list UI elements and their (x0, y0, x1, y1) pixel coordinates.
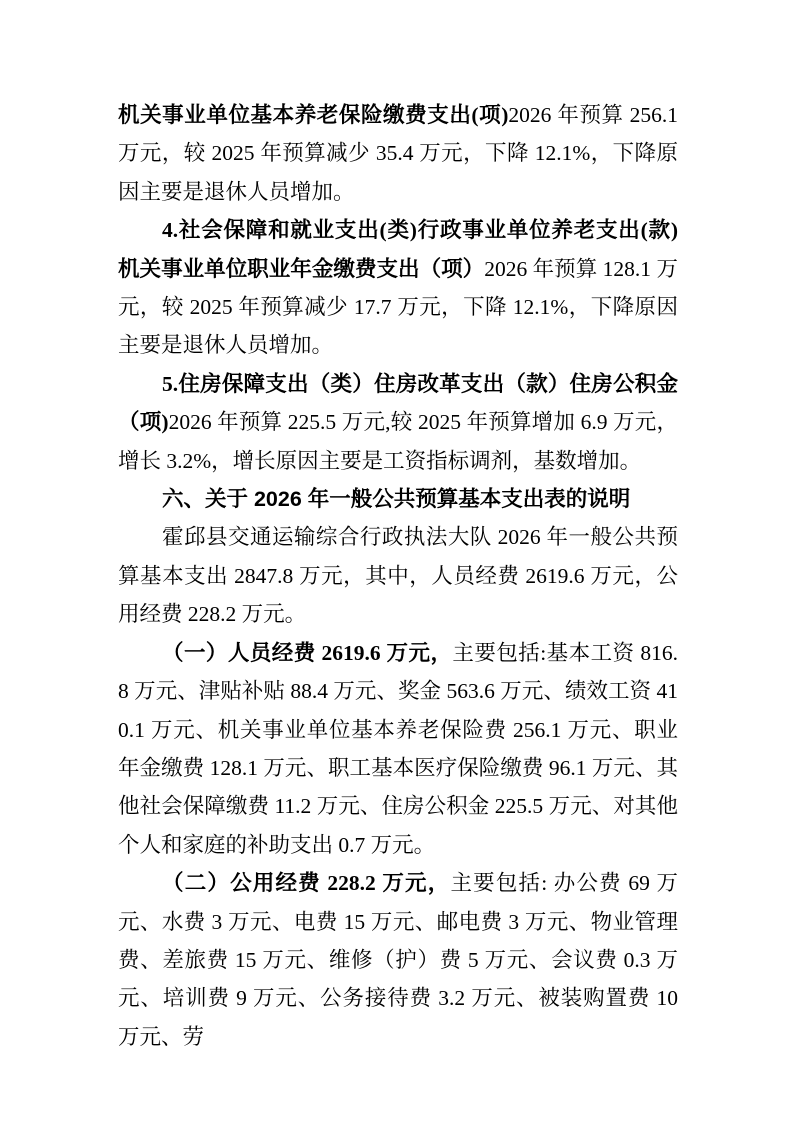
text-segment: 4.社会保障和就业支出(类)行政事业单位养老支出(款)机关事业单位职业年金缴费支出（项） (118, 218, 678, 281)
text-segment: （一）人员经费 2619.6 万元， (162, 640, 453, 665)
text-segment: 六、关于 2026 年一般公共预算基本支出表的说明 (162, 487, 631, 512)
paragraph (118, 211, 678, 365)
paragraph (118, 634, 678, 864)
text-segment: 主要包括: 办公费 69 万元、水费 3 万元、电费 15 万元、邮电费 3 万元、物业管理费、差旅费 15 万元、维修（护）费 5 万元、会议费 0.3 万元、培训费 9 万元、公务接待费 3.2 万元、被装购置费 10 万元、劳 (118, 871, 678, 1049)
text-segment: 2026 年预算 128.1 万元，较 2025 年预算减少 17.7 万元，下降 12.1%，下降原因主要是退休人员增加。 (118, 256, 678, 358)
text-segment: 霍邱县交通运输综合行政执法大队 2026 年一般公共预算基本支出 2847.8 万元，其中，人员经费 2619.6 万元，公用经费 228.2 万元。 (118, 525, 678, 627)
text-segment: （二）公用经费 228.2 万元， (162, 871, 451, 896)
paragraph (118, 96, 678, 211)
paragraph (118, 518, 678, 633)
text-segment: 5.住房保障支出（类）住房改革支出（款）住房公积金（项) (118, 371, 678, 435)
paragraph (118, 365, 678, 480)
section-heading (118, 480, 678, 518)
document-text-block (118, 96, 678, 1056)
paragraph (118, 864, 678, 1056)
text-segment: 主要包括:基本工资 816.8 万元、津贴补贴 88.4 万元、奖金 563.6 万元、绩效工资 410.1 万元、机关事业单位基本养老保险费 256.1 万元、职业年金缴费 128.1 万元、职工基本医疗保险缴费 96.1 万元、其他社会保障缴费 11.2 万元、住房公积金 225.5 万元、对其他个人和家庭的补助支出 0.7 万元。 (118, 640, 678, 857)
text-segment: 2026 年预算 225.5 万元,较 2025 年预算增加 6.9 万元，增长 3.2%，增长原因主要是工资指标调剂，基数增加。 (118, 410, 678, 473)
text-segment: 2026 年预算 256.1 万元，较 2025 年预算减少 35.4 万元，下降 12.1%，下降原因主要是退休人员增加。 (118, 103, 678, 204)
text-segment: 机关事业单位基本养老保险缴费支出(项) (118, 103, 509, 127)
